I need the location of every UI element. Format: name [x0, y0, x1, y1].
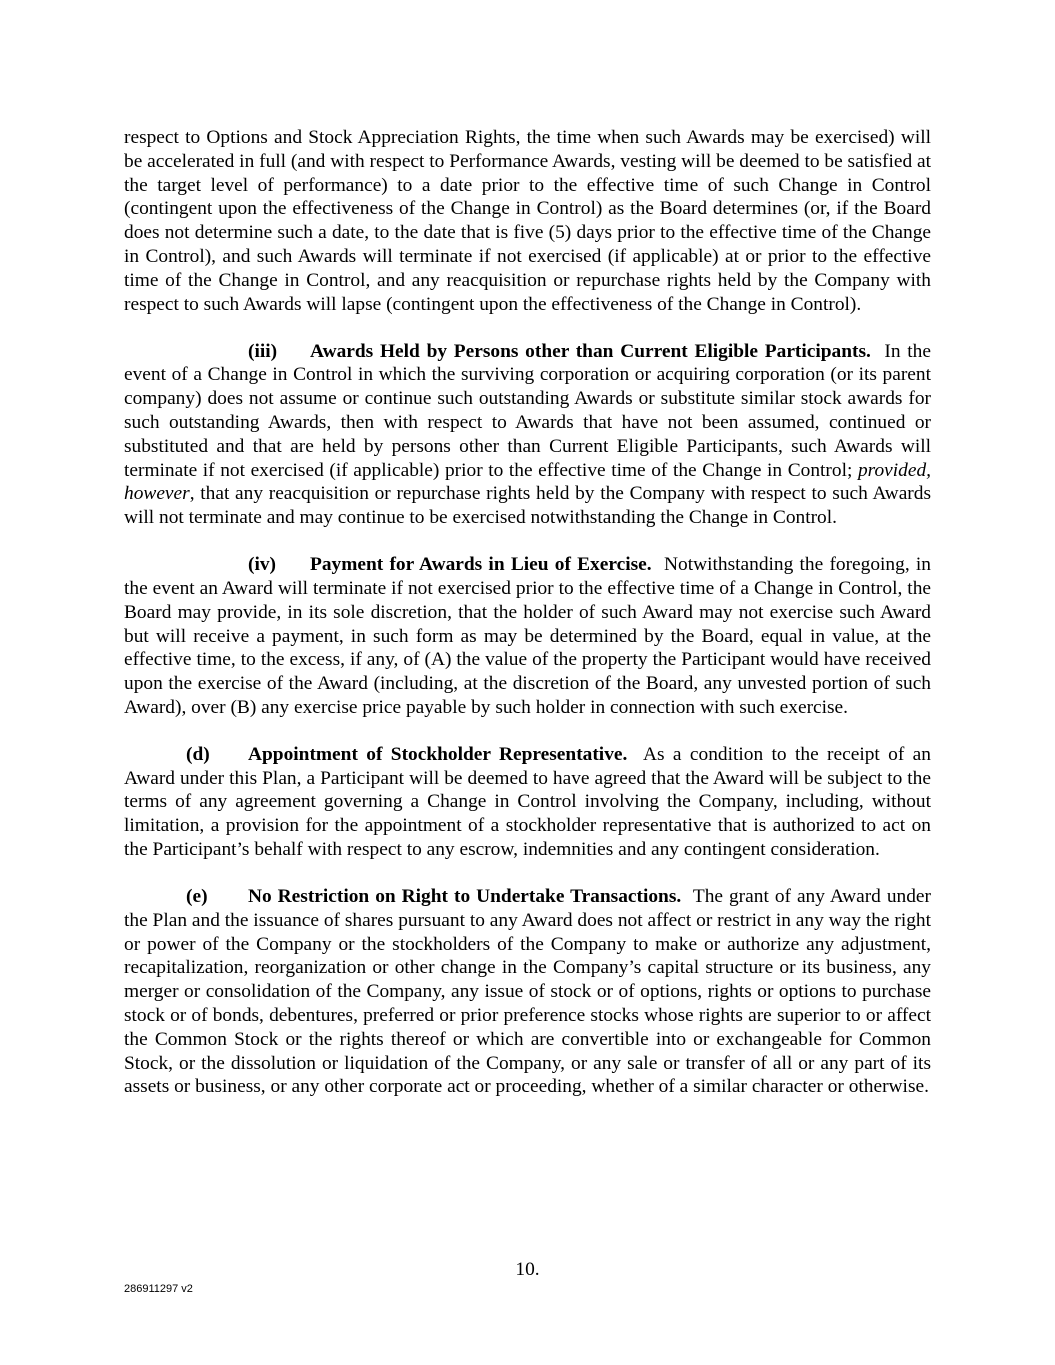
section-number: (iv) [248, 554, 276, 576]
section-number: (iii) [248, 340, 278, 362]
paragraph-section-iv [124, 553, 931, 720]
section-heading: Payment for Awards in Lieu of Exercise. [310, 554, 652, 576]
italic-phrase: provided, however [124, 459, 931, 505]
paragraph-section-e [124, 885, 931, 1099]
section-heading: Appointment of Stockholder Representative. [248, 743, 628, 765]
paragraph-section-iii [124, 340, 931, 530]
paragraph-continuation: respect to Options and Stock Appreciation Rights, the time when such Awards may be exercised) will be accelerated in full (and with respect to Performance Awards, vesting will be deemed to be satisfied at the target level of performance) to a date prior to the effective time of such Change in Control (contingent upon the effectiveness of the Change in Control) as the Board determines (or, if the Board does not determine such a date, to the date that is five (5) days prior to the effective time of the Change in Control), and such Awards will terminate if not exercised (if applicable) at or prior to the effective time of the Change in Control, and any reacquisition or repurchase rights held by the Company with respect to such Awards will lapse (contingent upon the effectiveness of the Change in Control). [124, 127, 931, 315]
section-body: The grant of any Award under the Plan and the issuance of shares pursuant to any Award does not affect or restrict in any way the right or power of the Company or the stockholders of the Company to make or authorize any adjustment, recapitalization, reorganization or other change in the Company’s capital structure or its business, any merger or consolidation of the Company, any issue of stock or of options, rights or options to purchase stock or of bonds, debentures, preferred or prior preference stocks whose rights are superior to or affect the Common Stock or the rights thereof or which are convertible into or exchangeable for Common Stock, or the dissolution or liquidation of the Company, or any sale or transfer of all or any part of its assets or business, or any other corporate act or proceeding, whether of a similar character or otherwise. [124, 886, 931, 1098]
section-body-continued: , that any reacquisition or repurchase rights held by the Company with respect to such Awards will not terminate and may continue to be exercised notwithstanding the Change in Control. [124, 483, 931, 529]
document-page [124, 126, 931, 1122]
section-heading: Awards Held by Persons other than Current Eligible Participants. [310, 340, 871, 362]
section-body: Notwithstanding the foregoing, in the event an Award will terminate if not exercised prior to the effective time of a Change in Control, the Board may provide, in its sole discretion, that the holder of such Award may not exercise such Award but will receive a payment, in such form as may be determined by the Board, equal in value, at the effective time, to the excess, if any, of (A) the value of the property the Participant would have received upon the exercise of the Award (including, at the discretion of the Board, any unvested portion of such Award), over (B) any exercise price payable by such holder in connection with such exercise. [124, 554, 931, 718]
section-body: As a condition to the receipt of an Award under this Plan, a Participant will be deemed to have agreed that the Award will be subject to the terms of any agreement governing a Change in Control involving the Company, including, without limitation, a provision for the appointment of a stockholder representative that is authorized to act on the Participant’s behalf with respect to any escrow, indemnities and any contingent consideration. [124, 743, 931, 861]
section-number: (e) [186, 886, 208, 908]
paragraph-section-d [124, 743, 931, 862]
section-heading: No Restriction on Right to Undertake Transactions. [248, 886, 682, 908]
section-body: In the event of a Change in Control in which the surviving corporation or acquiring corporation (or its parent company) does not assume or continue such outstanding Awards or substitute similar stock awards for such outstanding Awards, then with respect to Awards that have not been assumed, continued or substituted and that are held by persons other than Current Eligible Participants, such Awards will terminate if not exercised (if applicable) prior to the effective time of the Change in Control; [124, 340, 931, 481]
section-number: (d) [186, 743, 210, 765]
document-id: 286911297 v2 [124, 1283, 193, 1295]
page-number: 10. [515, 1259, 540, 1280]
